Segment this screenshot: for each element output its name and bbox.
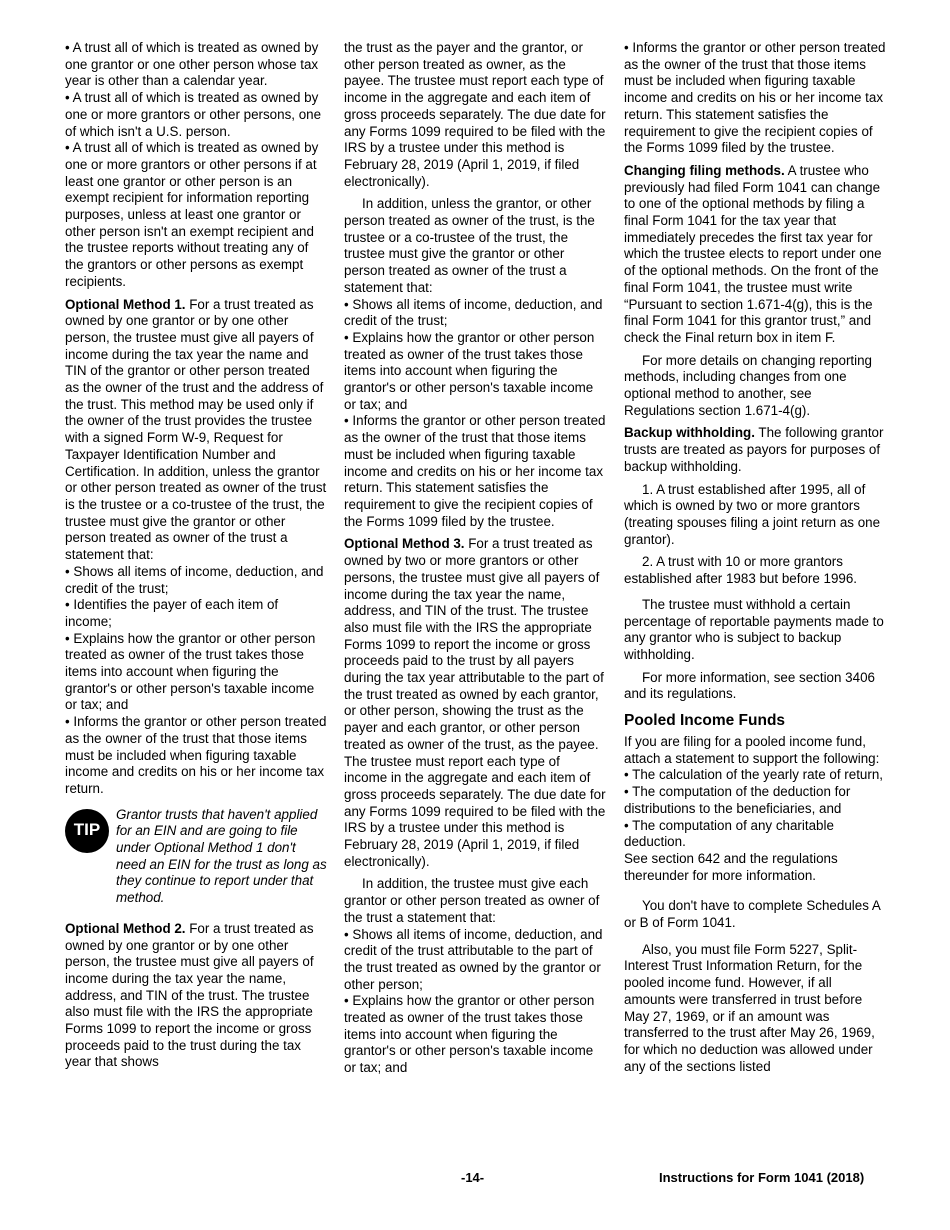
optional-method-2-paragraph: [65, 921, 327, 1071]
column-1: [65, 40, 327, 1071]
backup-withholding-paragraph: [624, 425, 886, 475]
info-paragraph: For more information, see section 3406 and its regulations.: [624, 669, 875, 702]
addition-3-paragraph: In addition, the trustee must give each grantor or other person treated as owner of the trust a statement that:: [344, 876, 600, 925]
list-item: • Explains how the grantor or other person treated as owner of the trust takes those items into account when figuring the grantor's or other person's taxable income or tax; and: [65, 630, 316, 713]
list-item: • Informs the grantor or other person treated as the owner of the trust that those items must be included when figuring taxable income and credits on his or her income tax return. This statement satisfies the requirement to give the recipient copies of the Forms 1099 filed by the trustee.: [344, 413, 606, 529]
schedules-paragraph: You don't have to complete Schedules A or B of Form 1041.: [624, 898, 881, 931]
backup-withholding-text: The following grantor trusts are treated as payors for purposes of backup withholding.: [624, 425, 884, 474]
tip-text: Grantor trusts that haven't applied for an EIN and are going to file under Optional Method 1 don't need an EIN for the trust as long as they continue to report under that method.: [116, 806, 327, 906]
list-item: • A trust all of which is treated as owned by one or more grantors or other persons if at least one grantor or other person is an exempt recipient for information reporting purposes, unless at least one grantor or other person isn't an exempt recipient and the trustee reports without treating any of the grantors or other persons as exempt recipients.: [65, 140, 319, 289]
list-item: • Shows all items of income, deduction, and credit of the trust;: [344, 296, 603, 329]
optional-method-3-heading: Optional Method 3.: [344, 536, 465, 552]
details-paragraph: For more details on changing reporting methods, including changes from one optional method to another, see Regulations section 1.671-4(g).: [624, 352, 873, 418]
optional-method-2-text: For a trust treated as owned by one grantor or by one other person, the trustee must give all payers of income during the tax year the name, address, and TIN of the trust. The trustee also must file with the IRS the appropriate Forms 1099 to report the income or gross proceeds paid to the trust during the tax year that shows: [65, 920, 314, 1070]
changing-filing-methods-heading: Changing filing methods.: [624, 162, 785, 178]
backup-withholding-heading: Backup withholding.: [624, 425, 755, 441]
list-item: • The computation of the deduction for distributions to the beneficiaries, and: [624, 784, 851, 816]
list-item: • A trust all of which is treated as owned by one or more grantors or other persons, one of which isn't a U.S. person.: [65, 90, 322, 139]
form-title: Instructions for Form 1041 (2018): [659, 1170, 865, 1185]
withhold-paragraph: The trustee must withhold a certain percentage of reportable payments made to any grantor who is subject to backup withholding.: [624, 596, 884, 662]
optional-method-1-heading: Optional Method 1.: [65, 296, 186, 312]
pooled-income-funds-heading: Pooled Income Funds: [624, 712, 786, 730]
list-item: • Shows all items of income, deduction, and credit of the trust;: [65, 563, 324, 596]
changing-filing-methods-text: A trustee who previously had filed Form 1041 can change to one of the optional methods by filing a final Form 1041 for the tax year that immediately precedes the first tax year for which the trustee elects to report under one of the optional methods. On the front of the final Form 1041, the trustee must write “Pursuant to section 1.671-4(g), this is the final Form 1041 for this grantor trust,” and check the Final return box in item F.: [624, 162, 882, 345]
optional-method-2-heading: Optional Method 2.: [65, 920, 186, 936]
list-item: 2. A trust with 10 or more grantors established after 1983 but before 1996.: [624, 554, 858, 587]
list-item: • Explains how the grantor or other person treated as owner of the trust takes those items into account when figuring the grantor's or other person's taxable income or tax; and: [344, 993, 595, 1076]
page-number: -14-: [461, 1170, 485, 1185]
form-5227-paragraph: Also, you must file Form 5227, Split-Interest Trust Information Return, for the pooled income fund. However, if all amounts were transferred in trust before May 27, 1969, or if an amount was transferred to the trust after May 26, 1969, for which no deduction was allowed under any of the sections listed: [624, 941, 875, 1074]
optional-method-3-text: For a trust treated as owned by two or more grantors or other persons, the trustee must give all payers of income during the tax year the name, address, and TIN of the trust. The trustee also must file with the IRS the appropriate Forms 1099 to report the income or gross proceeds paid to the trust by all payers during the tax year attributable to the part of the trust treated as owned by each grantor, or other person, showing the trust as the payer and each grantor, or other person treated as owner of the trust, as the payee. The trustee must report each type of income in the aggregate and each item of gross proceeds separately. The due date for any Forms 1099 required to be filed with the IRS by a trustee under this method is February 28, 2019 (April 1, 2019, if filed electronically).: [344, 536, 606, 869]
list-item: 1. A trust established after 1995, all of which is owned by two or more grantors (treating spouses filing a joint return as one grantor).: [624, 481, 881, 547]
pooled-intro-paragraph: If you are filing for a pooled income fund, attach a statement to support the following:: [624, 734, 880, 766]
list-item: • Informs the grantor or other person treated as the owner of the trust that those items must be included when figuring taxable income and credits on his or her income tax return.: [65, 714, 327, 796]
continued-paragraph: the trust as the payer and the grantor, or other person treated as owner, as the payee. The trustee must report each type of income in the aggregate and each item of gross proceeds separately. The due date for any Forms 1099 required to be filed with the IRS by a trustee under this method is February 28, 2019 (April 1, 2019, if filed electronically).: [344, 40, 606, 189]
addition-paragraph: In addition, unless the grantor, or other person treated as owner of the trust, is the trustee or a co-trustee of the trust, the trustee must give the grantor or other person treated as owner of the trust a statement that:: [344, 196, 595, 295]
list-item: • Shows all items of income, deduction, and credit of the trust attributable to the part of the trust treated as owned by the grantor or other person;: [344, 926, 603, 992]
column-2: [344, 40, 606, 1077]
list-item: • The calculation of the yearly rate of return,: [624, 767, 883, 783]
list-item: • Explains how the grantor or other person treated as owner of the trust takes those items into account when figuring the grantor's or other person's taxable income or tax; and: [344, 329, 595, 412]
list-item: • Informs the grantor or other person treated as the owner of the trust that those items must be included when figuring taxable income and credits on his or her income tax return. This statement satisfies the requirement to give the recipient copies of the Forms 1099 filed by the trustee.: [624, 40, 886, 156]
column-3: [624, 40, 886, 1075]
optional-method-1-paragraph: [65, 297, 327, 564]
changing-filing-methods-paragraph: [624, 163, 886, 347]
optional-method-1-text: For a trust treated as owned by one grantor or by one other person, the trustee must give all payers of income during the tax year the name and TIN of the grantor or other person treated as the owner of the trust and the address of the trust. This method may be used only if the owner of the trust provides the trustee with a signed Form W-9, Request for Taxpayer Identification Number and Certification. In addition, unless the grantor or other person treated as owner of the trust is the trustee or a co-trustee of the trust, the trustee must give the grantor or other person treated as owner of the trust a statement that:: [65, 296, 327, 563]
tip-icon: TIP: [65, 809, 109, 853]
list-item: • Identifies the payer of each item of income;: [65, 597, 279, 629]
optional-method-3-paragraph: [344, 536, 606, 870]
see-section-paragraph: See section 642 and the regulations thereunder for more information.: [624, 850, 838, 883]
tip-box: [65, 807, 327, 907]
list-item: • A trust all of which is treated as owned by one grantor or one other person whose tax year is other than a calendar year.: [65, 40, 319, 89]
list-item: • The computation of any charitable deduction.: [624, 817, 834, 850]
